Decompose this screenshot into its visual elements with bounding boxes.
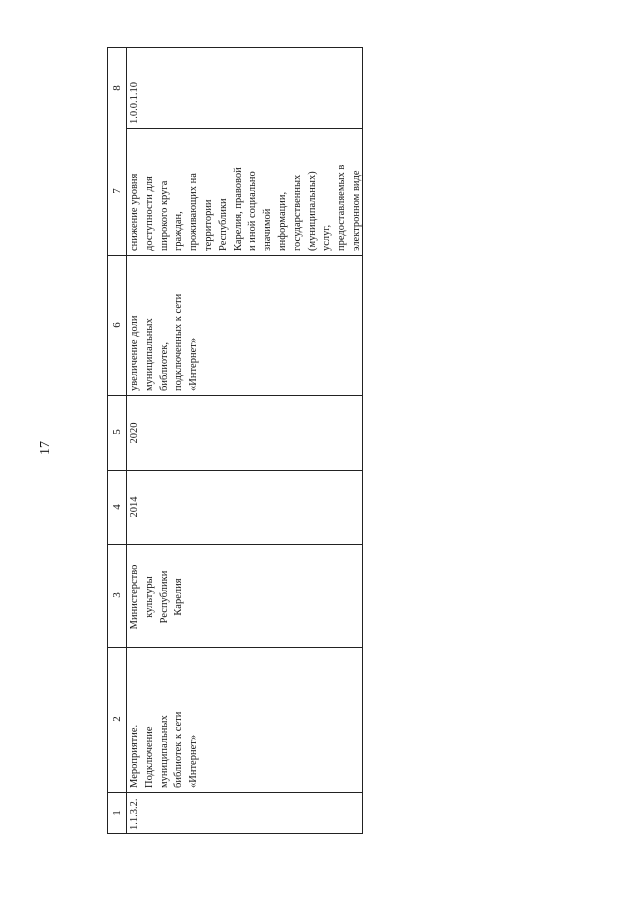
column-number-7: 7 <box>111 188 123 194</box>
cell-indicator-link: 1.0.0.1.10 <box>129 82 140 124</box>
column-number-5: 5 <box>111 429 123 435</box>
cell-number: 1.1.3.2. <box>129 798 140 830</box>
column-number-3: 3 <box>111 592 123 598</box>
cell-start-year: 2014 <box>129 496 140 518</box>
column-border <box>108 255 362 256</box>
cell-end-year: 2020 <box>129 422 140 444</box>
cell-expected-result: увеличение доли муниципальных библиотек, подключенных к сети «Интернет» <box>129 293 200 391</box>
header-row-border <box>126 48 127 833</box>
cell-executor: Министерство культуры Республики Карелия <box>129 564 185 630</box>
column-number-1: 1 <box>111 810 123 816</box>
cell-measure: Мероприятие. Подключение муниципальных библиотек к сети «Интернет» <box>129 711 200 788</box>
program-table <box>107 47 363 834</box>
page-number: 17 <box>38 441 53 455</box>
column-border <box>108 544 362 545</box>
cell-consequences: снижение уровня доступности для широкого круга граждан, проживающих на территории Республики Карелия, правовой и иной социально значимой информации, государственных (муниципальных) услуг, предоставляемых в электронном виде <box>129 164 362 251</box>
column-number-6: 6 <box>111 322 123 328</box>
column-number-4: 4 <box>111 504 123 510</box>
column-border <box>108 395 362 396</box>
column-number-2: 2 <box>111 716 123 722</box>
column-border <box>108 470 362 471</box>
column-number-8: 8 <box>111 85 123 91</box>
